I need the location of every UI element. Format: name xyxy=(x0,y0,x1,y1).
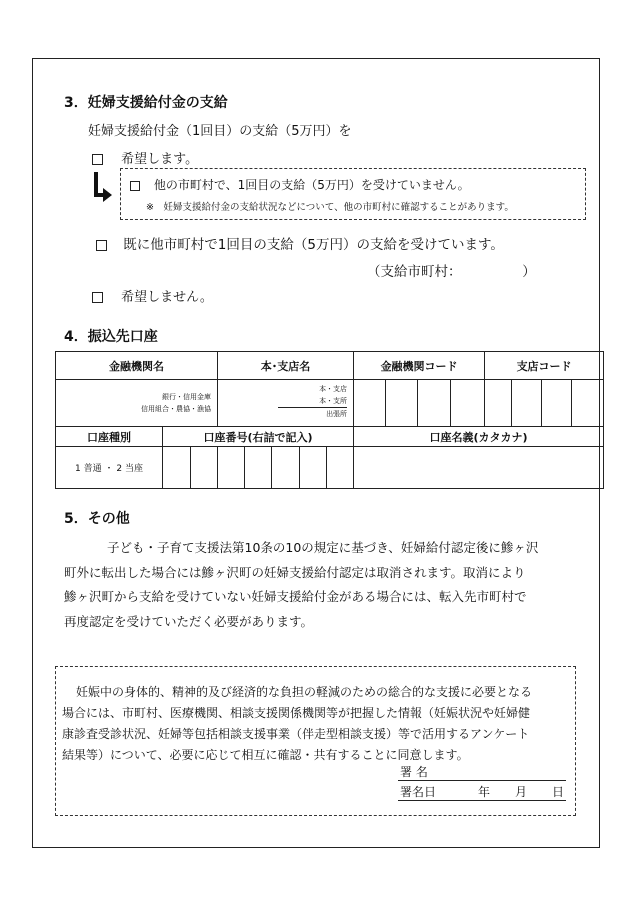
signature-line[interactable] xyxy=(398,780,566,781)
wish-checkbox[interactable] xyxy=(92,154,103,165)
payer-municipality-label: （支給市町村： ） xyxy=(367,264,536,280)
wish-label: 希望します。 xyxy=(121,152,199,167)
signature-label: 署 名 xyxy=(400,765,428,779)
section5-heading: 5．その他 xyxy=(64,511,130,527)
section5-line-1: 子ども・子育て支援法第10条の10の規定に基づき、妊婦給付認定後に鯵ヶ沢 xyxy=(107,540,539,555)
consent-line-4: 結果等）について、必要に応じて相互に確認・共有することに同意します。 xyxy=(62,748,469,762)
consent-line-1: 妊娠中の身体的、精神的及び経済的な負担の軽減のための総合的な支援に必要となる xyxy=(76,685,533,699)
sign-date-label: 署名日 xyxy=(400,785,437,799)
col-account-number: 口座番号(右詰で記入) xyxy=(163,427,354,447)
account-type-cell[interactable]: 1 普通 ・ 2 当座 xyxy=(56,447,163,489)
no-label: 希望しません。 xyxy=(121,290,213,305)
year-label: 年 xyxy=(478,785,491,799)
section3-lead: 妊婦支援給付金（1回目）の支給（5万円）を xyxy=(88,124,352,139)
col-branch-code: 支店コード xyxy=(485,352,604,380)
bank-type-2: 信用組合・農協・漁協 xyxy=(141,405,212,413)
bank-code-digit[interactable] xyxy=(451,380,485,427)
already-checkbox[interactable] xyxy=(96,240,107,251)
account-digit[interactable] xyxy=(300,447,327,489)
col-branch-name: 本･支店名 xyxy=(218,352,354,380)
sub-option-checkbox[interactable] xyxy=(130,181,140,191)
bank-code-digit[interactable] xyxy=(418,380,451,427)
no-checkbox[interactable] xyxy=(92,292,103,303)
account-digit[interactable] xyxy=(191,447,218,489)
section5-line-4: 再度認定を受けていただく必要があります。 xyxy=(64,613,314,629)
section5-line-2: 町外に転出した場合には鯵ヶ沢町の妊婦支援給付認定は取消されます。取消により xyxy=(64,564,526,580)
col-bank-name: 金融機関名 xyxy=(56,352,218,380)
bank-name-cell[interactable] xyxy=(56,380,218,427)
branch-name-cell[interactable] xyxy=(218,380,354,427)
bank-code-digit[interactable] xyxy=(386,380,418,427)
account-digit[interactable] xyxy=(272,447,300,489)
consent-line-3: 康診査受診状況、妊婦等包括相談支援事業（伴走型相談支援）等で活用するアンケート xyxy=(62,727,530,741)
turn-arrow-icon xyxy=(92,170,114,208)
branch-code-digit[interactable] xyxy=(512,380,542,427)
day-label: 日 xyxy=(552,785,565,799)
section3-heading: 3．妊婦支援給付金の支給 xyxy=(64,95,228,111)
branch-code-digit[interactable] xyxy=(485,380,512,427)
account-holder-cell[interactable] xyxy=(354,447,604,489)
sub-option-note: ※ 妊婦支援給付金の支給状況などについて、他の市町村に確認することがあります。 xyxy=(146,202,514,213)
option-no[interactable] xyxy=(92,286,213,305)
date-line[interactable] xyxy=(398,800,566,801)
branch-code-digit[interactable] xyxy=(572,380,604,427)
account-digit[interactable] xyxy=(218,447,245,489)
month-label: 月 xyxy=(515,785,528,799)
account-digit[interactable] xyxy=(327,447,354,489)
branch-code-digit[interactable] xyxy=(542,380,572,427)
bank-account-table xyxy=(55,351,604,489)
sub-option-label: 他の市町村で、1回目の支給（5万円）を受けていません。 xyxy=(153,178,470,192)
already-label: 既に他市町村で1回目の支給（5万円）の支給を受けています。 xyxy=(123,237,504,253)
bank-code-digit[interactable] xyxy=(354,380,386,427)
option-already[interactable] xyxy=(96,233,504,253)
bank-type-1: 銀行・信用金庫 xyxy=(162,393,212,401)
branch-type-2: 本・支所 xyxy=(319,397,348,405)
account-digit[interactable] xyxy=(245,447,272,489)
branch-type-3: 出張所 xyxy=(278,407,347,420)
consent-text xyxy=(62,682,532,766)
account-digit[interactable] xyxy=(163,447,191,489)
col-account-holder: 口座名義(カタカナ) xyxy=(354,427,604,447)
section5-line-3: 鯵ヶ沢町から支給を受けていない妊婦支援給付金がある場合には、転入先市町村で xyxy=(64,589,527,604)
col-account-type: 口座種別 xyxy=(56,427,163,447)
option-wish[interactable] xyxy=(92,148,198,167)
col-bank-code: 金融機関コード xyxy=(354,352,485,380)
section4-heading: 4．振込先口座 xyxy=(64,329,158,345)
sub-option[interactable] xyxy=(130,176,470,193)
consent-line-2: 場合には、市町村、医療機関、相談支援関係機関等が把握した情報（妊娠状況や妊婦健 xyxy=(62,706,531,720)
branch-type-1: 本・支店 xyxy=(319,385,348,393)
section5-body xyxy=(64,536,538,634)
